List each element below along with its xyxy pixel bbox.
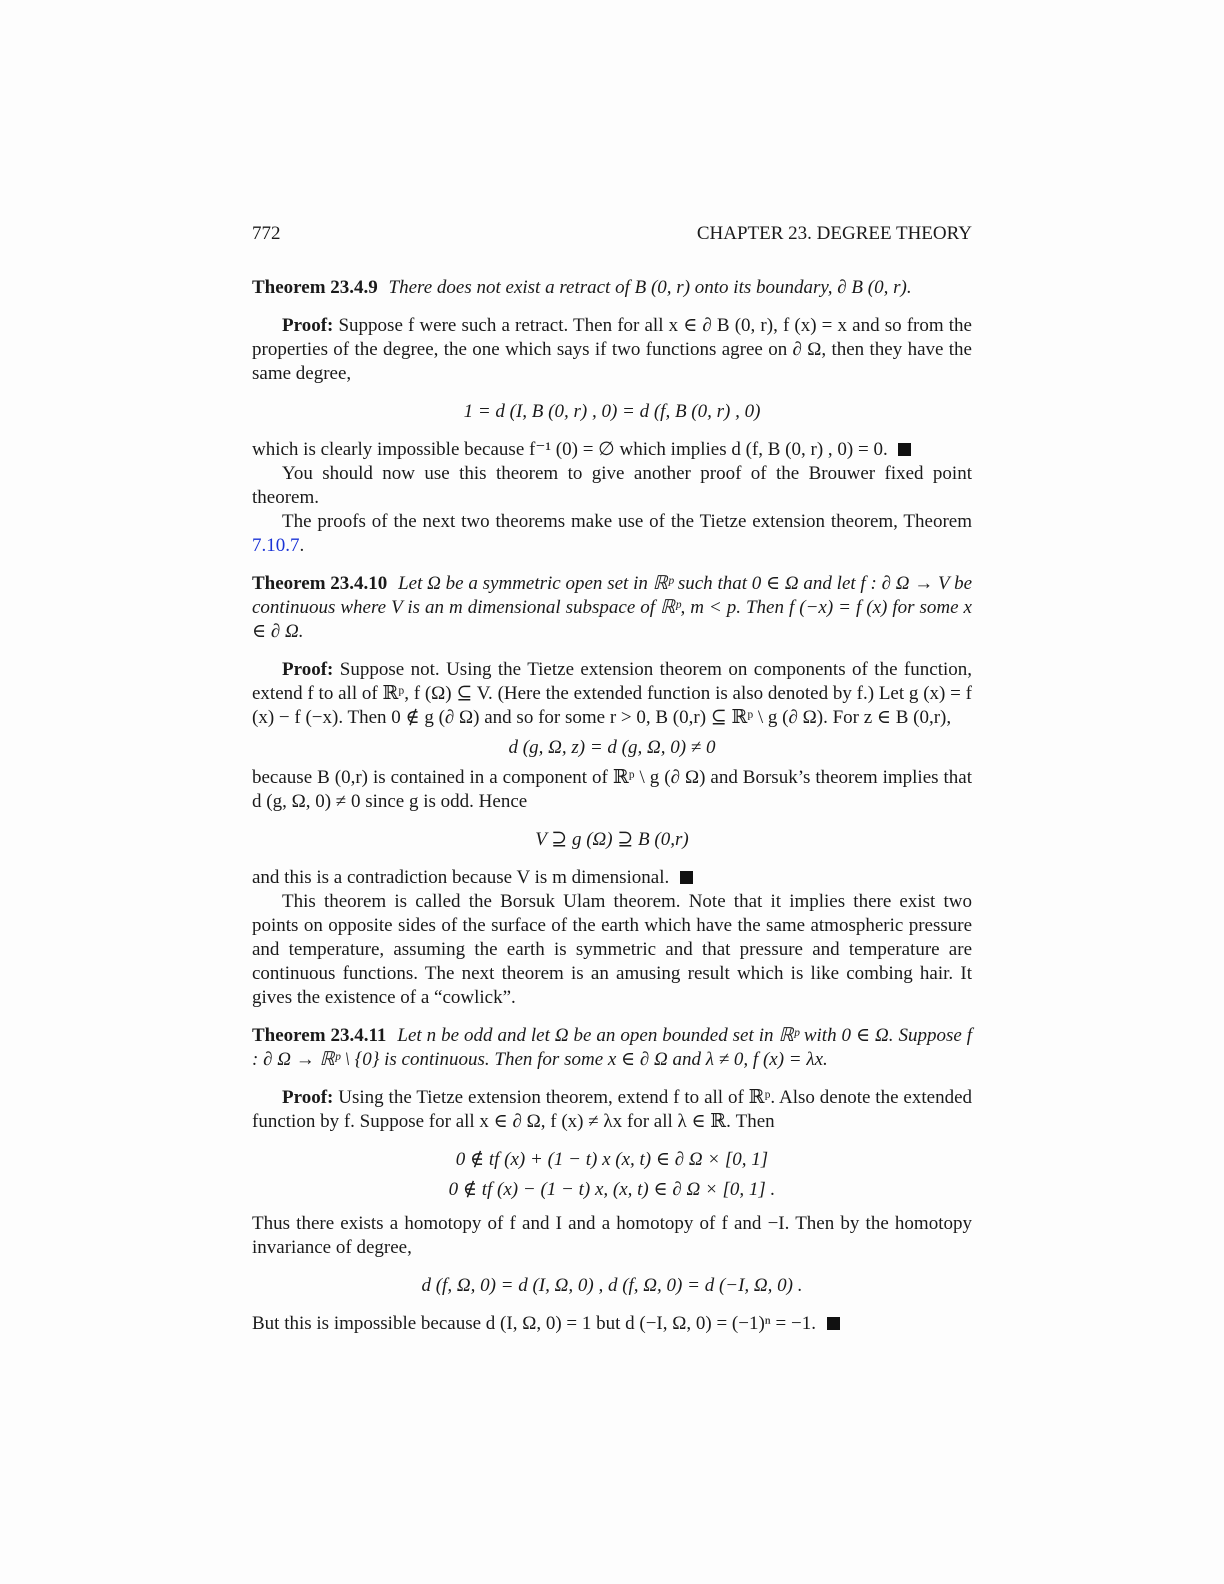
paragraph-tietze bbox=[252, 510, 972, 558]
proof-text: Suppose f were such a retract. Then for all x ∈ ∂ B (0, r), f (x) = x and so from the properties of the degree, the one which says if two functions agree on ∂ Ω, then they have the same degree, bbox=[252, 315, 972, 384]
page-content bbox=[252, 222, 972, 1336]
theorem-reference-link[interactable]: 7.10.7 bbox=[252, 535, 300, 556]
display-equation: d (g, Ω, z) = d (g, Ω, 0) ≠ 0 bbox=[508, 737, 716, 758]
theorem-statement: Let Ω be a symmetric open set in ℝᵖ such that 0 ∈ Ω and let f : ∂ Ω → V be continuous where V is an m dimensional subspace of ℝᵖ, m < p. Then f (−x) = f (x) for some x ∈ ∂ Ω. bbox=[252, 573, 973, 642]
display-equation: d (f, Ω, 0) = d (I, Ω, 0) , d (f, Ω, 0) = d (−I, Ω, 0) . bbox=[421, 1275, 803, 1296]
proof-text: Suppose not. Using the Tietze extension theorem on components of the function, extend f to all of ℝᵖ, f (Ω) ⊆ V. (Here the extended function is also denoted by f.) Let g (x) = f (x) − f (−x). Then 0 ∉ g (∂ Ω) and so for some r > 0, B (0,r) ⊆ ℝᵖ \ g (∂ Ω). For z ∈ B (0,r), bbox=[252, 659, 972, 728]
theorem-23-4-10 bbox=[252, 572, 972, 644]
page-number: 772 bbox=[252, 223, 281, 244]
paragraph-end: . bbox=[299, 535, 305, 556]
theorem-statement: There does not exist a retract of B (0, r) onto its boundary, ∂ B (0, r). bbox=[388, 277, 912, 298]
qed-icon bbox=[898, 443, 911, 456]
theorem-statement: Let n be odd and let Ω be an open bounded set in ℝᵖ with 0 ∈ Ω. Suppose f : ∂ Ω → ℝᵖ \ {0} is continuous. Then for some x ∈ ∂ Ω and λ ≠ 0, f (x) = λx. bbox=[252, 1025, 973, 1070]
proof-conclusion: which is clearly impossible because f⁻¹ (0) = ∅ which implies d (f, B (0, r) , 0) = 0. bbox=[252, 439, 888, 460]
display-equation: V ⊇ g (Ω) ⊇ B (0,r) bbox=[535, 829, 689, 850]
chapter-title: CHAPTER 23. DEGREE THEORY bbox=[696, 223, 972, 244]
proof-23-4-9 bbox=[252, 314, 972, 558]
proof-label: Proof: bbox=[282, 1087, 334, 1108]
proof-23-4-10 bbox=[252, 658, 972, 1010]
display-equation: 0 ∉ tf (x) − (1 − t) x, (x, t) ∈ ∂ Ω × [0, 1] . bbox=[448, 1179, 776, 1200]
proof-conclusion: But this is impossible because d (I, Ω, 0) = 1 but d (−I, Ω, 0) = (−1)ⁿ = −1. bbox=[252, 1313, 816, 1334]
proof-label: Proof: bbox=[282, 659, 334, 680]
proof-label: Proof: bbox=[282, 315, 334, 336]
paragraph-borsuk-ulam: This theorem is called the Borsuk Ulam theorem. Note that it implies there exist two points on opposite sides of the surface of the earth which have the same atmospheric pressure and temperature, assuming the earth is symmetric and that pressure and temperature are continuous functions. The next theorem is an amusing result which is like combing hair. It gives the existence of a “cowlick”. bbox=[252, 891, 972, 1008]
qed-icon bbox=[827, 1317, 840, 1330]
theorem-23-4-9 bbox=[252, 276, 972, 300]
display-equation: 0 ∉ tf (x) + (1 − t) x (x, t) ∈ ∂ Ω × [0, 1] bbox=[455, 1149, 769, 1170]
proof-middle-text: Thus there exists a homotopy of f and I and a homotopy of f and −I. Then by the homotopy invariance of degree, bbox=[252, 1213, 972, 1258]
proof-text: Using the Tietze extension theorem, extend f to all of ℝᵖ. Also denote the extended function by f. Suppose for all x ∈ ∂ Ω, f (x) ≠ λx for all λ ∈ ℝ. Then bbox=[252, 1087, 972, 1132]
proof-middle-text: because B (0,r) is contained in a component of ℝᵖ \ g (∂ Ω) and Borsuk’s theorem implies that d (g, Ω, 0) ≠ 0 since g is odd. Hence bbox=[252, 767, 972, 812]
running-header bbox=[252, 222, 972, 246]
paragraph-brouwer: You should now use this theorem to give another proof of the Brouwer fixed point theorem. bbox=[252, 463, 972, 508]
proof-23-4-11 bbox=[252, 1086, 972, 1336]
theorem-label: Theorem 23.4.9 bbox=[252, 277, 378, 298]
theorem-23-4-11 bbox=[252, 1024, 972, 1072]
proof-conclusion: and this is a contradiction because V is m dimensional. bbox=[252, 867, 670, 888]
theorem-label: Theorem 23.4.11 bbox=[252, 1025, 387, 1046]
paragraph-text: The proofs of the next two theorems make use of the Tietze extension theorem, Theorem bbox=[282, 511, 972, 532]
display-equation: 1 = d (I, B (0, r) , 0) = d (f, B (0, r) , 0) bbox=[463, 401, 761, 422]
qed-icon bbox=[680, 871, 693, 884]
theorem-label: Theorem 23.4.10 bbox=[252, 573, 388, 594]
